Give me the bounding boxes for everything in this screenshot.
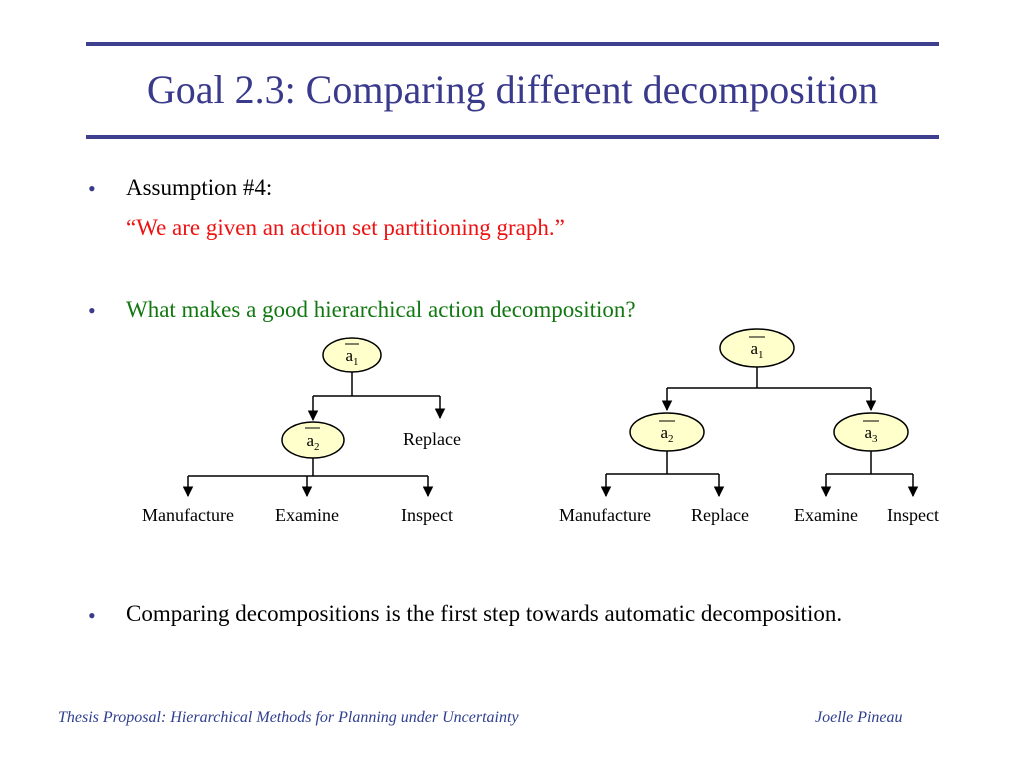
node-letter: a — [660, 423, 669, 442]
node-subscript: 3 — [872, 433, 878, 445]
footer-title: Thesis Proposal: Hierarchical Methods for Planning under Uncertainty — [58, 709, 519, 726]
tree2-left-node — [630, 413, 704, 451]
tree2-right-node — [834, 413, 908, 451]
node-letter: a — [345, 346, 354, 365]
tree2-leaf: Examine — [794, 505, 858, 525]
bullet-marker: • — [88, 298, 96, 323]
tree2-leaf: Replace — [691, 505, 749, 525]
bullet-conclusion: Comparing decompositions is the first step towards automatic decomposition. — [126, 601, 843, 626]
node-subscript: 2 — [668, 433, 674, 445]
tree2-root-node — [720, 329, 794, 367]
bullet-question: What makes a good hierarchical action decomposition? — [126, 297, 636, 322]
node-subscript: 1 — [758, 349, 764, 361]
bullet-marker: • — [88, 603, 96, 628]
tree2-leaf: Inspect — [887, 505, 939, 525]
node-subscript: 2 — [314, 441, 320, 453]
tree1-leaf: Examine — [275, 505, 339, 525]
node-letter: a — [864, 423, 873, 442]
node-subscript: 1 — [353, 356, 359, 368]
bullet-assumption: Assumption #4: — [126, 175, 273, 200]
footer-author: Joelle Pineau — [815, 709, 903, 726]
node-letter: a — [750, 339, 759, 358]
bullet-marker: • — [88, 176, 96, 201]
tree1-child-node — [282, 422, 344, 458]
assumption-quote: “We are given an action set partitioning graph.” — [126, 215, 565, 240]
tree1-leaf-replace: Replace — [403, 429, 461, 449]
tree2-leaf: Manufacture — [559, 505, 651, 525]
tree1-leaf: Inspect — [401, 505, 453, 525]
slide-title: Goal 2.3: Comparing different decomposition — [146, 67, 879, 112]
tree1-root-node — [323, 338, 381, 372]
tree1-leaf: Manufacture — [142, 505, 234, 525]
node-letter: a — [306, 431, 315, 450]
